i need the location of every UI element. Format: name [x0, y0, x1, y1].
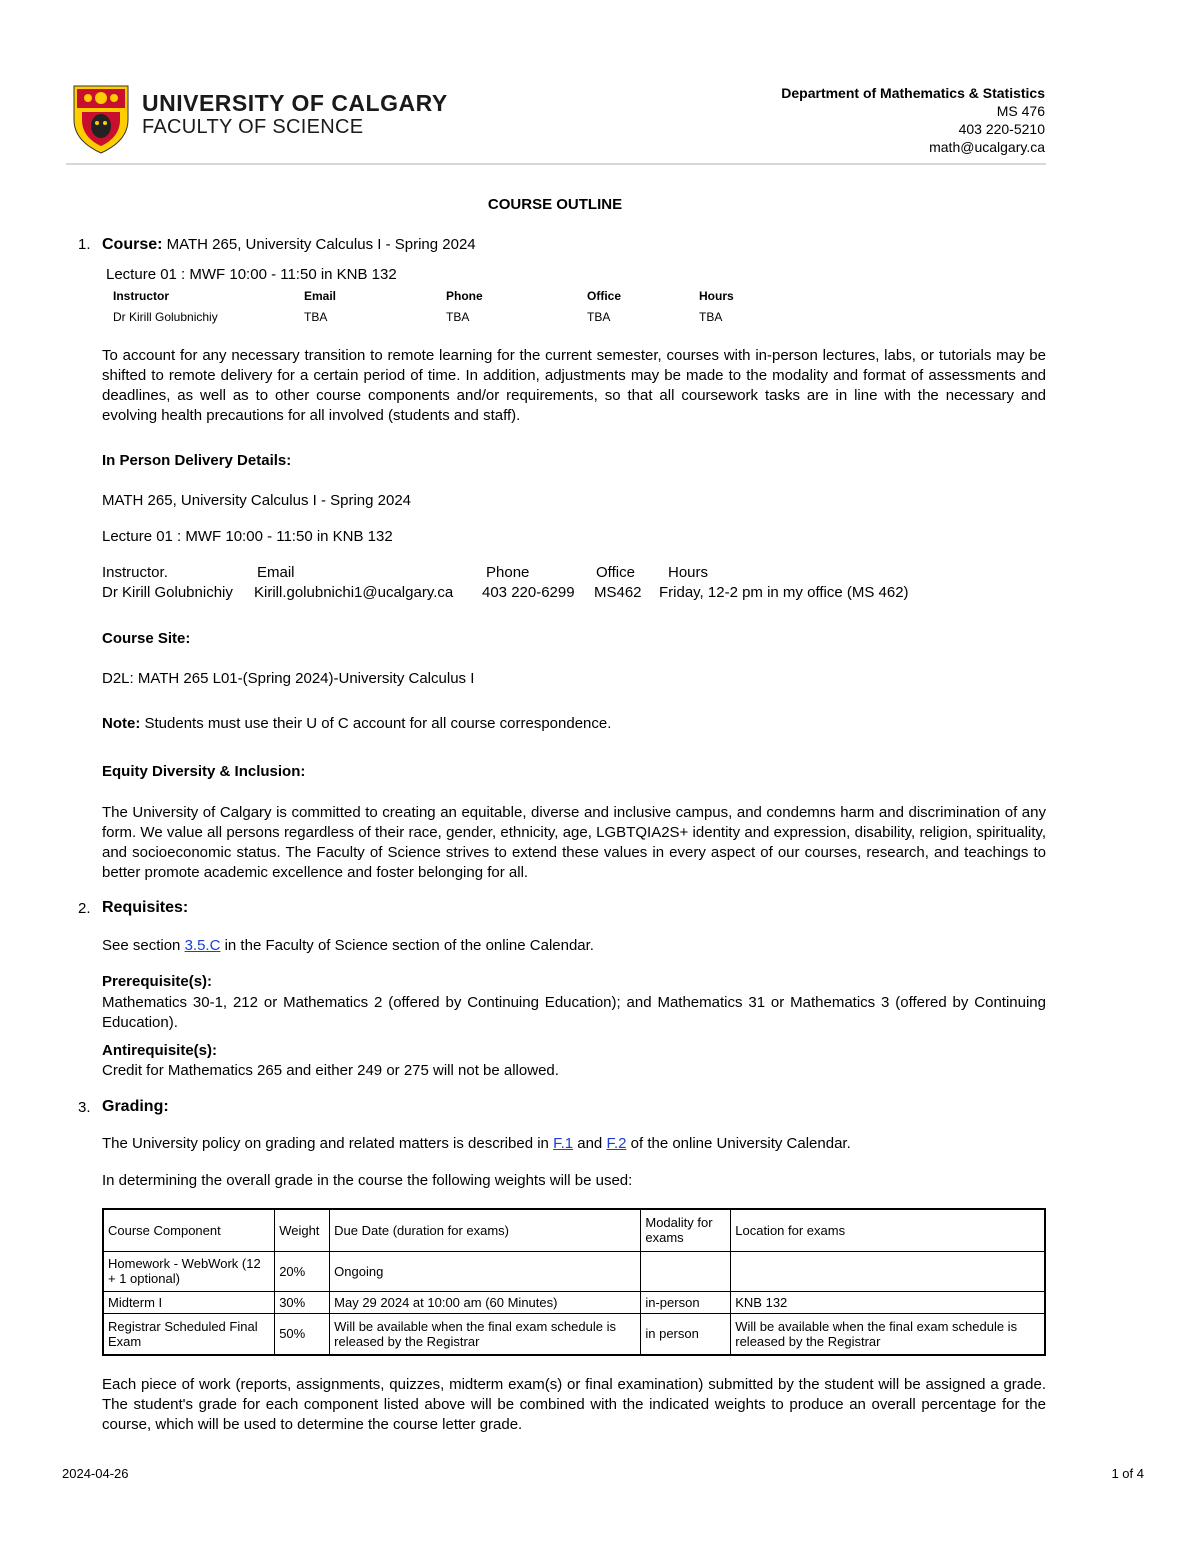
- note-text: Students must use their U of C account for all course correspondence.: [140, 715, 612, 732]
- prerequisite-text: Mathematics 30-1, 212 or Mathematics 2 (offered by Continuing Education); and Mathematics 31 or Mathematics 3 (offered by Continuing Education).: [102, 994, 1046, 1031]
- cell-due-date: Will be available when the final exam schedule is released by the Registrar: [330, 1313, 641, 1355]
- cell-due-date: May 29 2024 at 10:00 am (60 Minutes): [330, 1291, 641, 1313]
- instructor-name: Dr Kirill Golubnichiy: [102, 584, 233, 601]
- cell-modality: in person: [641, 1313, 731, 1355]
- in-person-lecture: Lecture 01 : MWF 10:00 - 11:50 in KNB 132: [102, 528, 393, 545]
- cell-component: Homework - WebWork (12 + 1 optional): [103, 1251, 275, 1291]
- see-section-prefix: See section: [102, 937, 185, 954]
- phone-header: Phone: [486, 564, 530, 581]
- page-title: COURSE OUTLINE: [487, 196, 623, 213]
- instructor-details-table: [102, 564, 1046, 604]
- section-1-heading-line: [102, 236, 476, 254]
- department-name: Department of Mathematics & Statistics: [781, 85, 1045, 101]
- course-site-text: D2L: MATH 265 L01-(Spring 2024)-University Calculus I: [102, 670, 475, 687]
- cell-weight: 30%: [275, 1291, 330, 1313]
- calendar-section-link[interactable]: 3.5.C: [184, 937, 221, 954]
- table-header-hours: Hours: [699, 289, 734, 303]
- header-location: Location for exams: [731, 1209, 1045, 1251]
- header-weight: Weight: [275, 1209, 330, 1251]
- cell-modality: [641, 1251, 731, 1291]
- section-3-number: 3.: [78, 1099, 91, 1116]
- instructor-header: Instructor.: [102, 564, 168, 581]
- department-room: MS 476: [996, 103, 1045, 119]
- equity-heading: Equity Diversity & Inclusion:: [102, 763, 306, 780]
- instructor-phone: 403 220-6299: [482, 584, 575, 601]
- table-row: [103, 1291, 1045, 1313]
- course-title: MATH 265, University Calculus I - Spring 2024: [166, 236, 476, 253]
- header-due-date: Due Date (duration for exams): [330, 1209, 641, 1251]
- policy-middle: and: [573, 1135, 607, 1152]
- instructor-hours: Friday, 12-2 pm in my office (MS 462): [659, 584, 909, 601]
- university-name: UNIVERSITY OF CALGARY: [142, 90, 448, 116]
- cell-modality: in-person: [641, 1291, 731, 1313]
- footer-date: 2024-04-26: [62, 1466, 129, 1481]
- office-header: Office: [596, 564, 635, 581]
- hours-header: Hours: [668, 564, 709, 581]
- cell-weight: 20%: [275, 1251, 330, 1291]
- note-label: Note:: [102, 715, 141, 732]
- table-header-phone: Phone: [446, 289, 483, 303]
- antirequisite-text: Credit for Mathematics 265 and either 249 or 275 will not be allowed.: [102, 1062, 559, 1079]
- table-header-email: Email: [304, 289, 337, 303]
- section-1-heading: Course:: [102, 236, 163, 253]
- course-site-heading: Course Site:: [102, 630, 191, 647]
- cell-weight: 50%: [275, 1313, 330, 1355]
- cell-location: Will be available when the final exam schedule is released by the Registrar: [731, 1313, 1045, 1355]
- section-2-number: 2.: [78, 900, 91, 917]
- policy-suffix: of the online University Calendar.: [626, 1135, 851, 1152]
- prerequisite-heading: Prerequisite(s):: [102, 973, 213, 990]
- table-cell-email: TBA: [304, 310, 328, 324]
- note-line: [102, 715, 611, 732]
- email-header: Email: [257, 564, 295, 581]
- section-3-heading: Grading:: [102, 1098, 169, 1115]
- cell-location: KNB 132: [731, 1291, 1045, 1313]
- grading-table: [102, 1208, 1046, 1356]
- in-person-course: MATH 265, University Calculus I - Spring 2024: [102, 492, 412, 509]
- antirequisite-heading: Antirequisite(s):: [102, 1042, 218, 1059]
- equity-paragraph: The University of Calgary is committed to creating an equitable, diverse and inclusive campus, and condemns harm and discrimination of any form. We value all persons regardless of their race, gender, ethnicity, age, LGBTQIA2S+ identity and expression, disability, religion, spirituality, and socioeconomic status. The Faculty of Science strives to extend these values in every aspect of our courses, research, and teachings to better promote academic excellence and foster belonging for all.: [102, 804, 1046, 881]
- cell-due-date: Ongoing: [330, 1251, 641, 1291]
- grading-policy-line: [102, 1135, 851, 1152]
- remote-learning-paragraph: To account for any necessary transition to remote learning for the current semester, courses with in-person lectures, labs, or tutorials may be shifted to remote delivery for a certain period of time. In addition, adjustments may be made to the modality and format of assessments and deadlines, as well as to other course components and/or requirements, so that all coursework tasks are in line with the necessary and evolving health precautions for all involved (students and staff).: [102, 347, 1046, 424]
- table-header-office: Office: [587, 289, 622, 303]
- table-cell-hours: TBA: [699, 310, 723, 324]
- cell-component: Midterm I: [103, 1291, 275, 1313]
- table-row: [103, 1251, 1045, 1291]
- faculty-name: FACULTY OF SCIENCE: [142, 116, 364, 138]
- header-divider: [66, 163, 1046, 165]
- cell-location: [731, 1251, 1045, 1291]
- instructor-office: MS462: [594, 584, 642, 601]
- table-cell-office: TBA: [587, 310, 611, 324]
- department-email: math@ucalgary.ca: [929, 139, 1045, 155]
- in-person-heading: In Person Delivery Details:: [102, 452, 292, 469]
- footer-page-number: 1 of 4: [1111, 1466, 1144, 1481]
- lecture-info: Lecture 01 : MWF 10:00 - 11:50 in KNB 132: [106, 266, 397, 283]
- requisites-see-section: [102, 937, 594, 954]
- table-cell-phone: TBA: [446, 310, 470, 324]
- instructor-email: Kirill.golubnichi1@ucalgary.ca: [254, 584, 454, 601]
- grade-combination-paragraph: Each piece of work (reports, assignments, quizzes, midterm exam(s) or final examination) submitted by the student will be assigned a grade. The student's grade for each component listed above will be combined with the indicated weights to produce an overall percentage for the course, which will be used to determine the course letter grade.: [102, 1376, 1046, 1433]
- section-1-number: 1.: [78, 236, 91, 253]
- weights-intro: In determining the overall grade in the course the following weights will be used:: [102, 1172, 633, 1189]
- see-section-suffix: in the Faculty of Science section of the online Calendar.: [220, 937, 594, 954]
- department-phone: 403 220-5210: [958, 121, 1045, 137]
- calendar-f2-link[interactable]: F.2: [606, 1135, 627, 1152]
- section-2-heading: Requisites:: [102, 899, 189, 916]
- calendar-f1-link[interactable]: F.1: [553, 1135, 574, 1152]
- table-header-instructor: Instructor: [113, 289, 170, 303]
- header-modality: Modality for exams: [641, 1209, 731, 1251]
- university-crest-logo: [72, 84, 130, 154]
- cell-component: Registrar Scheduled Final Exam: [103, 1313, 275, 1355]
- table-row: [103, 1313, 1045, 1355]
- policy-prefix: The University policy on grading and related matters is described in: [102, 1135, 554, 1152]
- department-contact: [781, 84, 1045, 156]
- table-cell-instructor: Dr Kirill Golubnichiy: [113, 310, 218, 324]
- header-course-component: Course Component: [103, 1209, 275, 1251]
- grading-table-header-row: [103, 1209, 1045, 1251]
